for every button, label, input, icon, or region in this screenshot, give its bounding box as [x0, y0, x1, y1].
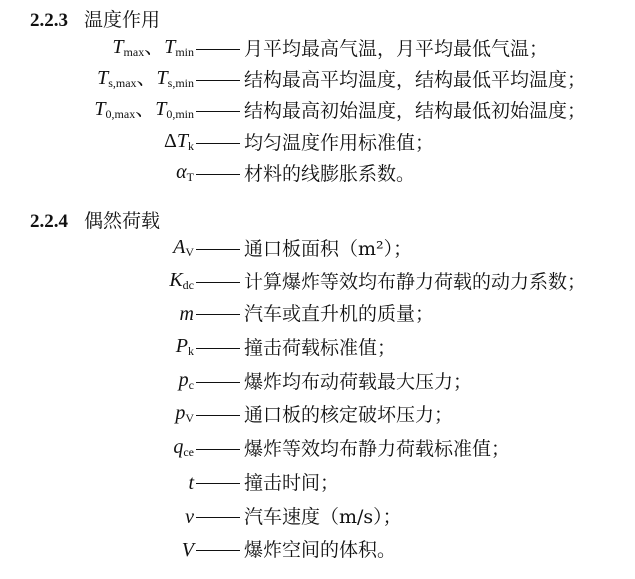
symbol-row — [0, 299, 434, 329]
symbol: $P_k$ — [175, 334, 194, 358]
symbol-description: 结构最高初始温度，结构最低初始温度； — [244, 100, 587, 122]
symbol-row — [0, 400, 453, 430]
symbol-row — [0, 267, 586, 297]
em-dash — [196, 449, 240, 450]
em-dash — [196, 49, 240, 50]
symbol: $A_V$ — [173, 235, 194, 259]
symbol-row — [0, 34, 548, 64]
symbol-description: 爆炸等效均布静力荷载标准值； — [244, 438, 511, 460]
em-dash — [196, 80, 240, 81]
em-dash — [196, 314, 240, 315]
symbol: $K_{dc}$ — [169, 268, 194, 292]
section-title: 偶然荷载 — [84, 210, 161, 232]
symbol-row — [0, 96, 586, 126]
symbol: $\alpha_T$ — [176, 160, 194, 184]
em-dash — [196, 550, 240, 551]
symbol-row — [0, 128, 434, 158]
em-dash — [196, 143, 240, 144]
em-dash — [196, 174, 240, 175]
symbol: $T_{s,max}$、$T_{s,min}$ — [97, 66, 194, 90]
symbol-row — [0, 502, 402, 532]
symbol: $\Delta T_k$ — [164, 129, 194, 153]
em-dash — [196, 382, 240, 383]
symbol-description: 爆炸均布动荷载最大压力； — [244, 371, 473, 393]
symbol-row — [0, 535, 396, 565]
symbol-row — [0, 234, 412, 264]
em-dash — [196, 249, 240, 250]
symbol-row — [0, 159, 415, 189]
symbol-row — [0, 333, 396, 363]
symbol-description: 汽车或直升机的质量； — [244, 303, 435, 325]
symbol-description: 汽车速度（m/s）； — [244, 506, 402, 528]
symbol-description: 爆炸空间的体积。 — [244, 539, 397, 561]
symbol-row — [0, 468, 339, 498]
symbol-row — [0, 434, 510, 464]
em-dash — [196, 517, 240, 518]
symbol-description: 材料的线膨胀系数。 — [244, 163, 416, 185]
symbol: $p_c$ — [178, 368, 194, 392]
symbol: m — [179, 303, 194, 325]
symbol-description: 通口板的核定破坏压力； — [244, 404, 454, 426]
symbol: $q_{ce}$ — [173, 435, 194, 459]
symbol-description: 通口板面积（m²）； — [244, 238, 413, 260]
em-dash — [196, 282, 240, 283]
em-dash — [196, 348, 240, 349]
section-heading — [30, 8, 160, 33]
symbol-row — [0, 367, 472, 397]
section-number: 2.2.3 — [30, 10, 68, 31]
symbol: t — [188, 472, 194, 494]
section-number: 2.2.4 — [30, 211, 68, 232]
em-dash — [196, 483, 240, 484]
symbol-description: 均匀温度作用标准值； — [244, 132, 435, 154]
symbol-description: 月平均最高气温，月平均最低气温； — [244, 38, 549, 60]
symbol-description: 撞击时间； — [244, 472, 340, 494]
symbol-description: 计算爆炸等效均布静力荷载的动力系数； — [244, 271, 587, 293]
em-dash — [196, 111, 240, 112]
symbol: $p_V$ — [175, 401, 194, 425]
symbol-description: 结构最高平均温度，结构最低平均温度； — [244, 69, 587, 91]
symbol-row — [0, 65, 586, 95]
symbol: V — [181, 539, 194, 561]
symbol-description: 撞击荷载标准值； — [244, 337, 397, 359]
symbol: $T_{max}$、$T_{min}$ — [112, 35, 194, 59]
symbol: v — [185, 506, 194, 528]
em-dash — [196, 415, 240, 416]
section-heading — [30, 209, 160, 234]
symbol: $T_{0,max}$、$T_{0,min}$ — [94, 97, 194, 121]
section-title: 温度作用 — [84, 9, 161, 31]
